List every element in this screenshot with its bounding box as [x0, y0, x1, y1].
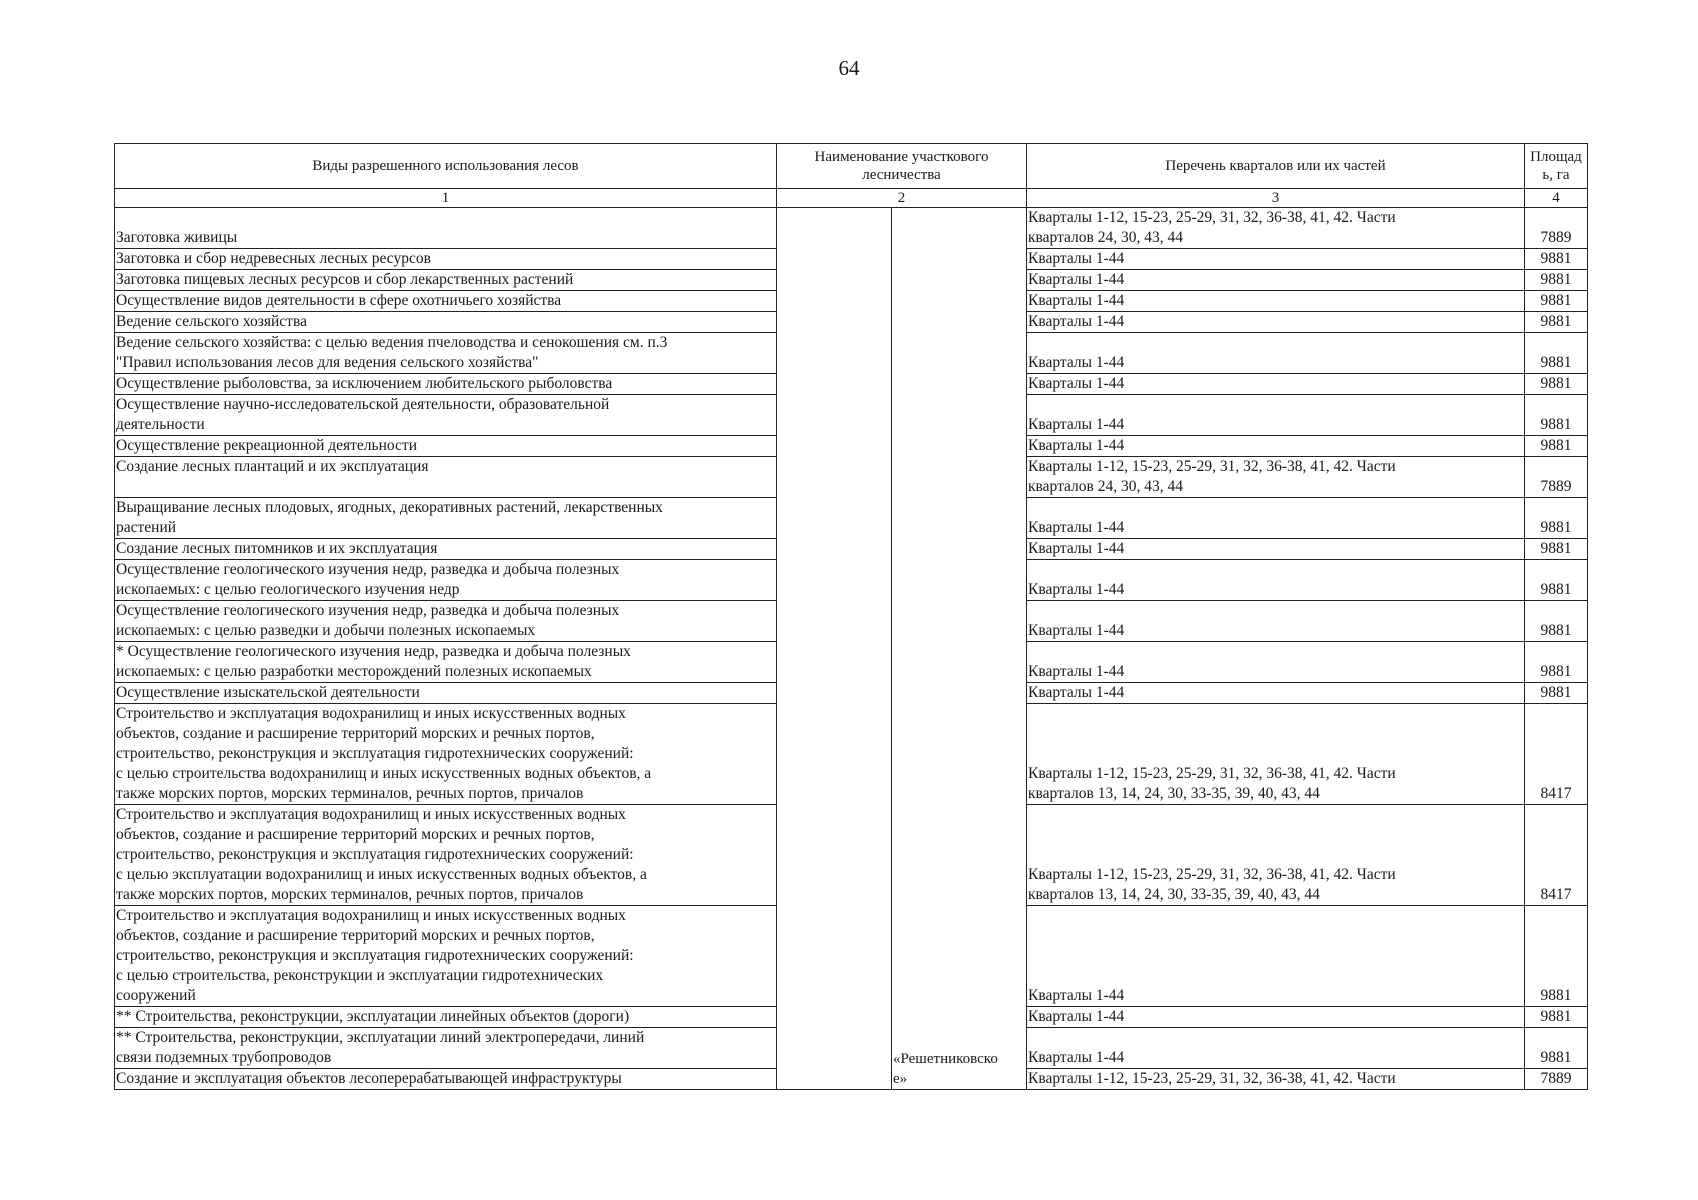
area-cell: 9881 — [1525, 333, 1588, 374]
quarters-text: Кварталы 1-44 — [1028, 1049, 1125, 1066]
quarters-text: Кварталы 1-44 — [1028, 313, 1125, 330]
quarters-cell — [1027, 906, 1525, 1007]
quarters-cell — [1027, 436, 1525, 457]
permitted-use-cell — [115, 270, 777, 291]
quarters-text: кварталов 13, 14, 24, 30, 33-35, 39, 40, 43, 44 — [1028, 886, 1320, 903]
permitted-use-text: Осуществление рекреационной деятельности — [116, 437, 417, 454]
permitted-use-cell — [115, 333, 777, 374]
page-number: 64 — [838, 56, 860, 80]
area-cell: 9881 — [1525, 249, 1588, 270]
area-cell: 9881 — [1525, 270, 1588, 291]
quarters-cell — [1027, 601, 1525, 642]
quarters-cell — [1027, 805, 1525, 906]
permitted-use-text: связи подземных трубопроводов — [116, 1049, 332, 1066]
permitted-use-text: объектов, создание и расширение территорий морских и речных портов, — [116, 927, 595, 944]
permitted-use-text: Создание лесных питомников и их эксплуатация — [116, 540, 438, 557]
area-cell: 8417 — [1525, 805, 1588, 906]
permitted-use-cell — [115, 1069, 777, 1090]
quarters-text: Кварталы 1-44 — [1028, 250, 1125, 267]
permitted-use-cell — [115, 291, 777, 312]
permitted-use-text: Заготовка пищевых лесных ресурсов и сбор лекарственных растений — [116, 271, 574, 288]
quarters-text: кварталов 24, 30, 43, 44 — [1028, 229, 1183, 246]
quarters-cell — [1027, 208, 1525, 249]
column-number-1: 1 — [115, 189, 777, 208]
area-cell: 9881 — [1525, 601, 1588, 642]
column-number-4: 4 — [1525, 189, 1588, 208]
table-row — [115, 208, 1588, 249]
quarters-text: Кварталы 1-12, 15-23, 25-29, 31, 32, 36-38, 41, 42. Части — [1028, 209, 1396, 226]
quarters-cell — [1027, 374, 1525, 395]
permitted-use-text: сооружений — [116, 987, 196, 1004]
table-body — [115, 208, 1588, 1090]
permitted-use-text: Заготовка живицы — [116, 229, 238, 246]
area-cell: 9881 — [1525, 436, 1588, 457]
area-cell: 9881 — [1525, 291, 1588, 312]
area-cell: 9881 — [1525, 498, 1588, 539]
quarters-text: кварталов 13, 14, 24, 30, 33-35, 39, 40, 43, 44 — [1028, 785, 1320, 802]
header-area-line1: Площад — [1530, 149, 1582, 165]
quarters-text: Кварталы 1-44 — [1028, 416, 1125, 433]
permitted-use-text: Строительство и эксплуатация водохранилищ и иных искусственных водных — [116, 705, 626, 722]
area-cell: 7889 — [1525, 1069, 1588, 1090]
permitted-use-cell — [115, 1028, 777, 1069]
quarters-cell — [1027, 457, 1525, 498]
permitted-use-text: с целью строительства, реконструкции и эксплуатации гидротехнических — [116, 967, 604, 984]
permitted-use-text: деятельности — [116, 416, 205, 433]
permitted-use-text: строительство, реконструкция и эксплуатация гидротехнических сооружений: — [116, 846, 634, 863]
permitted-use-text: Заготовка и сбор недревесных лесных ресурсов — [116, 250, 431, 267]
column-numbers-row — [115, 189, 1588, 208]
quarters-cell — [1027, 333, 1525, 374]
permitted-use-cell — [115, 805, 777, 906]
permitted-use-cell — [115, 642, 777, 683]
permitted-use-text: также морских портов, морских терминалов, речных портов, причалов — [116, 785, 584, 802]
permitted-use-text: ** Строительства, реконструкции, эксплуатации линий электропередачи, линий — [116, 1029, 645, 1046]
quarters-cell — [1027, 539, 1525, 560]
quarters-cell — [1027, 270, 1525, 291]
quarters-cell — [1027, 1069, 1525, 1090]
permitted-use-text: Осуществление геологического изучения недр, разведка и добыча полезных — [116, 561, 620, 578]
quarters-cell — [1027, 683, 1525, 704]
area-cell: 9881 — [1525, 539, 1588, 560]
quarters-text: кварталов 24, 30, 43, 44 — [1028, 478, 1183, 495]
permitted-use-cell — [115, 208, 777, 249]
area-cell: 9881 — [1525, 374, 1588, 395]
quarters-cell — [1027, 249, 1525, 270]
area-cell: 8417 — [1525, 704, 1588, 805]
area-cell: 9881 — [1525, 395, 1588, 436]
permitted-use-cell — [115, 906, 777, 1007]
permitted-use-cell — [115, 498, 777, 539]
quarters-cell — [1027, 1028, 1525, 1069]
permitted-use-text: ** Строительства, реконструкции, эксплуатации линейных объектов (дороги) — [116, 1008, 630, 1025]
area-cell: 9881 — [1525, 1007, 1588, 1028]
quarters-cell — [1027, 291, 1525, 312]
permitted-use-text: Осуществление научно-исследовательской деятельности, образовательной — [116, 396, 610, 413]
quarters-text: Кварталы 1-44 — [1028, 1008, 1125, 1025]
permitted-use-cell — [115, 312, 777, 333]
quarters-cell — [1027, 395, 1525, 436]
permitted-use-cell — [115, 539, 777, 560]
permitted-use-text: Создание и эксплуатация объектов лесоперерабатывающей инфраструктуры — [116, 1070, 622, 1087]
permitted-use-text: с целью эксплуатации водохранилищ и иных искусственных водных объектов, а — [116, 866, 647, 883]
permitted-use-cell — [115, 374, 777, 395]
permitted-use-cell — [115, 683, 777, 704]
forestry-name-text: е» — [893, 1071, 908, 1087]
forestry-name-text: «Решетниковско — [893, 1051, 998, 1067]
permitted-use-cell — [115, 704, 777, 805]
quarters-cell — [1027, 312, 1525, 333]
permitted-use-cell — [115, 249, 777, 270]
permitted-use-text: объектов, создание и расширение территорий морских и речных портов, — [116, 725, 595, 742]
forest-use-table — [114, 143, 1588, 1090]
column-number-3: 3 — [1027, 189, 1525, 208]
quarters-text: Кварталы 1-44 — [1028, 540, 1125, 557]
quarters-text: Кварталы 1-12, 15-23, 25-29, 31, 32, 36-38, 41, 42. Части — [1028, 1070, 1396, 1087]
header-forestry-name: Наименование участкового лесничества — [777, 144, 1027, 189]
permitted-use-text: объектов, создание и расширение территорий морских и речных портов, — [116, 826, 595, 843]
permitted-use-text: строительство, реконструкция и эксплуатация гидротехнических сооружений: — [116, 745, 634, 762]
quarters-cell — [1027, 1007, 1525, 1028]
permitted-use-text: Ведение сельского хозяйства — [116, 313, 307, 330]
forestry-blank-cell — [777, 208, 892, 1090]
permitted-use-text: Строительство и эксплуатация водохранилищ и иных искусственных водных — [116, 907, 626, 924]
table-header-row — [115, 144, 1588, 189]
quarters-text: Кварталы 1-44 — [1028, 622, 1125, 639]
quarters-cell — [1027, 498, 1525, 539]
quarters-text: Кварталы 1-44 — [1028, 581, 1125, 598]
quarters-text: Кварталы 1-44 — [1028, 271, 1125, 288]
quarters-text: Кварталы 1-44 — [1028, 354, 1125, 371]
permitted-use-text: * Осуществление геологического изучения недр, разведка и добыча полезных — [116, 643, 631, 660]
permitted-use-text: Выращивание лесных плодовых, ягодных, декоративных растений, лекарственных — [116, 499, 663, 516]
permitted-use-text: Строительство и эксплуатация водохранилищ и иных искусственных водных — [116, 806, 626, 823]
area-cell: 9881 — [1525, 1028, 1588, 1069]
quarters-text: Кварталы 1-44 — [1028, 292, 1125, 309]
permitted-use-text: Осуществление видов деятельности в сфере охотничьего хозяйства — [116, 292, 562, 309]
quarters-text: Кварталы 1-44 — [1028, 684, 1125, 701]
permitted-use-text: также морских портов, морских терминалов, речных портов, причалов — [116, 886, 584, 903]
quarters-text: Кварталы 1-44 — [1028, 663, 1125, 680]
permitted-use-text: с целью строительства водохранилищ и иных искусственных водных объектов, а — [116, 765, 652, 782]
area-cell: 9881 — [1525, 642, 1588, 683]
quarters-text: Кварталы 1-44 — [1028, 519, 1125, 536]
quarters-text: Кварталы 1-44 — [1028, 987, 1125, 1004]
permitted-use-text: "Правил использования лесов для ведения сельского хозяйства" — [116, 354, 539, 371]
quarters-cell — [1027, 560, 1525, 601]
quarters-text: Кварталы 1-12, 15-23, 25-29, 31, 32, 36-38, 41, 42. Части — [1028, 866, 1396, 883]
permitted-use-text: строительство, реконструкция и эксплуатация гидротехнических сооружений: — [116, 947, 634, 964]
permitted-use-text: растений — [116, 519, 177, 536]
quarters-text: Кварталы 1-12, 15-23, 25-29, 31, 32, 36-38, 41, 42. Части — [1028, 765, 1396, 782]
permitted-use-cell — [115, 457, 777, 498]
area-cell: 9881 — [1525, 683, 1588, 704]
forestry-name-cell — [892, 208, 1027, 1090]
header-permitted-use: Виды разрешенного использования лесов — [115, 144, 777, 189]
header-area-line2: ь, га — [1542, 167, 1570, 183]
area-cell: 9881 — [1525, 312, 1588, 333]
permitted-use-text — [116, 477, 775, 497]
permitted-use-cell — [115, 1007, 777, 1028]
permitted-use-text: Осуществление геологического изучения недр, разведка и добыча полезных — [116, 602, 620, 619]
quarters-cell — [1027, 704, 1525, 805]
permitted-use-text: Осуществление изыскательской деятельности — [116, 684, 420, 701]
quarters-cell — [1027, 642, 1525, 683]
permitted-use-text: ископаемых: с целью геологического изучения недр — [116, 581, 460, 598]
area-cell: 9881 — [1525, 906, 1588, 1007]
permitted-use-cell — [115, 436, 777, 457]
header-area — [1525, 144, 1588, 189]
permitted-use-text: ископаемых: с целью разработки месторождений полезных ископаемых — [116, 663, 592, 680]
permitted-use-text: Осуществление рыболовства, за исключением любительского рыболовства — [116, 375, 613, 392]
quarters-text: Кварталы 1-44 — [1028, 375, 1125, 392]
area-cell: 7889 — [1525, 208, 1588, 249]
permitted-use-cell — [115, 560, 777, 601]
permitted-use-text: ископаемых: с целью разведки и добычи полезных ископаемых — [116, 622, 536, 639]
quarters-text: Кварталы 1-44 — [1028, 437, 1125, 454]
column-number-2: 2 — [777, 189, 1027, 208]
permitted-use-text: Создание лесных плантаций и их эксплуатация — [116, 458, 429, 475]
permitted-use-cell — [115, 601, 777, 642]
area-cell: 7889 — [1525, 457, 1588, 498]
quarters-text: Кварталы 1-12, 15-23, 25-29, 31, 32, 36-38, 41, 42. Части — [1028, 458, 1396, 475]
header-quarters-list: Перечень кварталов или их частей — [1027, 144, 1525, 189]
permitted-use-cell — [115, 395, 777, 436]
area-cell: 9881 — [1525, 560, 1588, 601]
permitted-use-text: Ведение сельского хозяйства: с целью ведения пчеловодства и сенокошения см. п.3 — [116, 334, 668, 351]
